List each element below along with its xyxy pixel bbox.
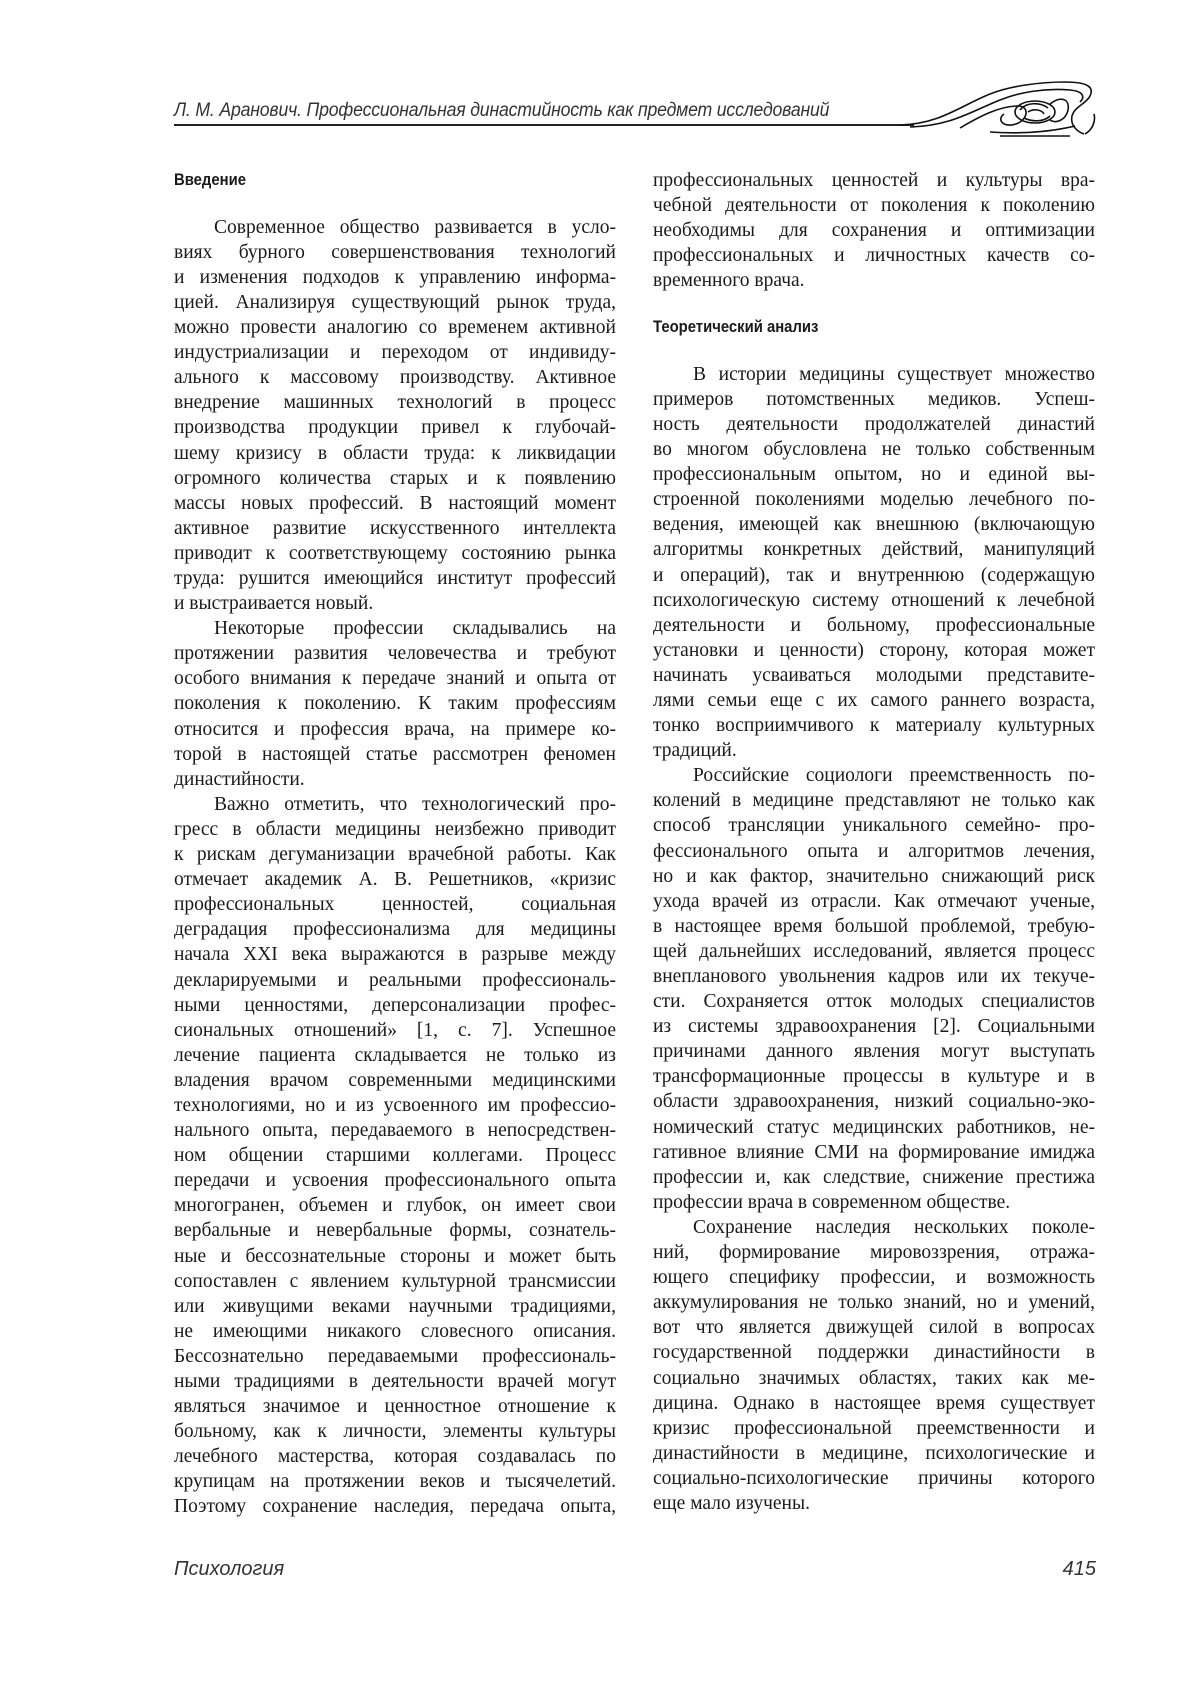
text-line: шему кризису в области труда: к ликвидации (174, 441, 616, 466)
text-line: чебной деятельности от поколения к поколению (653, 193, 1095, 218)
text-line: профессии врача в современном обществе. (653, 1190, 1095, 1215)
text-line: протяжении развития человечества и требуют (174, 641, 616, 666)
text-line: щей дальнейших исследований, является процесс (653, 939, 1095, 964)
text-line: гресс в области медицины неизбежно приводит (174, 817, 616, 842)
spacer (653, 293, 1095, 315)
text-line: причинами данного явления могут выступать (653, 1039, 1095, 1064)
text-line: ющего специфику профессии, и возможность (653, 1265, 1095, 1290)
text-line: династийности в медицине, психологические и (653, 1441, 1095, 1466)
text-line: ний, формирование мировоззрения, отража- (653, 1240, 1095, 1265)
page-number: 415 (1063, 1558, 1096, 1581)
text-line: тонко восприимчивого к материалу культурных (653, 713, 1095, 738)
text-line: аккумулирования не только знаний, но и умений, (653, 1290, 1095, 1315)
text-line: традиций. (653, 738, 1095, 763)
paragraph (174, 215, 616, 617)
header-rule (174, 124, 914, 126)
text-line: технологиями, но и из усвоенного им профессио- (174, 1093, 616, 1118)
text-line: виях бурного совершенствования технологий (174, 240, 616, 265)
text-line: начала XXI века выражаются в разрыве между (174, 942, 616, 967)
text-line: огромного количества старых и к появлению (174, 466, 616, 491)
text-line: вот что является движущей силой в вопросах (653, 1315, 1095, 1340)
text-line: индустриализации и переходом от индивиду- (174, 340, 616, 365)
text-line: лечение пациента складывается не только из (174, 1043, 616, 1068)
text-line: фессионального опыта и алгоритмов лечения, (653, 839, 1095, 864)
running-head: Л. М. Аранович. Профессиональная династийность как предмет исследований (174, 100, 829, 122)
text-line: приводит к соответствующему состоянию рынка (174, 541, 616, 566)
text-line: ными ценностями, деперсонализации профес- (174, 993, 616, 1018)
text-line: профессиональным опытом, но и единой вы- (653, 462, 1095, 487)
text-line: массы новых профессий. В настоящий момент (174, 491, 616, 516)
text-line: и операций), так и внутреннюю (содержащую (653, 563, 1095, 588)
paragraph (653, 362, 1095, 764)
left-column (174, 168, 616, 1520)
text-line: нального опыта, передаваемого в непосредствен- (174, 1118, 616, 1143)
text-line: психологическую систему отношений к лечебной (653, 588, 1095, 613)
text-line: лями семьи еще с их самого раннего возраста, (653, 688, 1095, 713)
paragraph (653, 763, 1095, 1215)
text-line: особого внимания к передаче знаний и опыта от (174, 666, 616, 691)
text-line: временного врача. (653, 268, 1095, 293)
text-line: и изменения подходов к управлению информа- (174, 265, 616, 290)
text-line: активное развитие искусственного интеллекта (174, 516, 616, 541)
text-line: Современное общество развивается в усло- (174, 215, 616, 240)
text-line: ность деятельности продолжателей династий (653, 412, 1095, 437)
text-line: торой в настоящей статье рассмотрен феномен (174, 742, 616, 767)
text-line: или живущими веками научными традициями, (174, 1294, 616, 1319)
text-line: сти. Сохраняется отток молодых специалистов (653, 989, 1095, 1014)
text-line: многогранен, объемен и глубок, он имеет свои (174, 1193, 616, 1218)
text-line: не имеющими никакого словесного описания. (174, 1319, 616, 1344)
text-line: в настоящее время большой проблемой, требую- (653, 914, 1095, 939)
text-line: и выстраивается новый. (174, 591, 616, 616)
text-line: номический статус медицинских работников, не- (653, 1115, 1095, 1140)
text-line: крупицам на протяжении веков и тысячелетий. (174, 1469, 616, 1494)
text-line: еще мало изучены. (653, 1491, 1095, 1516)
text-line: деградация профессионализма для медицины (174, 917, 616, 942)
text-line: профессии и, как следствие, снижение престижа (653, 1165, 1095, 1190)
text-line: поколения к поколению. К таким профессиям (174, 691, 616, 716)
text-line: кризис профессиональной преемственности и (653, 1416, 1095, 1441)
text-line: сопоставлен с явлением культурной трансмиссии (174, 1269, 616, 1294)
text-line: передачи и усвоения профессионального опыта (174, 1168, 616, 1193)
text-line: примеров потомственных медиков. Успеш- (653, 387, 1095, 412)
paragraph (174, 792, 616, 1520)
text-line: строенной поколениями моделью лечебного по- (653, 487, 1095, 512)
text-line: внепланового увольнения кадров или их текуче- (653, 964, 1095, 989)
text-line: цией. Анализируя существующий рынок труда, (174, 290, 616, 315)
text-line: владения врачом современными медицинскими (174, 1068, 616, 1093)
text-line: производства продукции привел к глубочай- (174, 415, 616, 440)
section-heading: Введение (174, 168, 572, 193)
text-line: к рискам дегуманизации врачебной работы. Как (174, 842, 616, 867)
text-line: профессиональных ценностей и культуры вра- (653, 168, 1095, 193)
art-nouveau-ornament-icon (900, 76, 1100, 142)
text-line: государственной поддержки династийности в (653, 1340, 1095, 1365)
paragraph (653, 1215, 1095, 1516)
text-line: гативное влияние СМИ на формирование имиджа (653, 1140, 1095, 1165)
text-line: ные и бессознательные стороны и может быть (174, 1244, 616, 1269)
text-line: Бессознательно передаваемыми профессиональ- (174, 1344, 616, 1369)
section-heading: Теоретический анализ (653, 315, 1051, 340)
text-line: профессиональных и личностных качеств со- (653, 243, 1095, 268)
text-line: во многом обусловлена не только собственным (653, 437, 1095, 462)
text-line: Поэтому сохранение наследия, передача опыта, (174, 1494, 616, 1519)
text-line: отмечает академик А. В. Решетников, «кризис (174, 867, 616, 892)
text-line: относится и профессия врача, на примере ко- (174, 717, 616, 742)
text-line: являться значимое и ценностное отношение к (174, 1394, 616, 1419)
text-line: алгоритмы конкретных действий, манипуляций (653, 537, 1095, 562)
text-line: профессиональных ценностей, социальная (174, 892, 616, 917)
text-line: можно провести аналогию со временем активной (174, 315, 616, 340)
paragraph (174, 616, 616, 792)
text-line: начинать усваиваться молодыми представите- (653, 663, 1095, 688)
text-line: ведения, имеющей как внешнюю (включающую (653, 512, 1095, 537)
text-line: из системы здравоохранения [2]. Социальными (653, 1014, 1095, 1039)
text-line: ными традициями в деятельности врачей могут (174, 1369, 616, 1394)
spacer (174, 193, 616, 215)
text-line: ном общении старшими коллегами. Процесс (174, 1143, 616, 1168)
spacer (653, 340, 1095, 362)
text-line: Сохранение наследия нескольких поколе- (653, 1215, 1095, 1240)
text-line: трансформационные процессы в культуре и в (653, 1064, 1095, 1089)
text-line: ухода врачей из отрасли. Как отмечают ученые, (653, 889, 1095, 914)
text-line: необходимы для сохранения и оптимизации (653, 218, 1095, 243)
text-line: способ трансляции уникального семейно- про- (653, 813, 1095, 838)
text-line: социально значимых областях, таких как ме- (653, 1366, 1095, 1391)
text-line: Российские социологи преемственность по- (653, 763, 1095, 788)
right-column (653, 168, 1095, 1516)
text-line: деятельности и больному, профессиональные (653, 613, 1095, 638)
text-line: лечебного мастерства, которая создавалась по (174, 1444, 616, 1469)
text-line: внедрение машинных технологий в процесс (174, 390, 616, 415)
text-line: области здравоохранения, низкий социально-эко- (653, 1089, 1095, 1114)
text-line: колений в медицине представляют не только как (653, 788, 1095, 813)
text-line: труда: рушится имеющийся институт профессий (174, 566, 616, 591)
text-line: дицина. Однако в настоящее время существует (653, 1391, 1095, 1416)
footer-section-title: Психология (174, 1558, 284, 1581)
text-line: ального к массовому производству. Активное (174, 365, 616, 390)
text-line: социально-психологические причины которого (653, 1466, 1095, 1491)
paragraph (653, 168, 1095, 293)
text-line: установки и ценности) сторону, которая может (653, 638, 1095, 663)
text-line: декларируемыми и реальными профессиональ- (174, 968, 616, 993)
text-line: больному, как к личности, элементы культуры (174, 1419, 616, 1444)
text-line: Важно отметить, что технологический про- (174, 792, 616, 817)
text-line: В истории медицины существует множество (653, 362, 1095, 387)
text-line: сиональных отношений» [1, с. 7]. Успешное (174, 1018, 616, 1043)
text-line: династийности. (174, 767, 616, 792)
text-line: вербальные и невербальные формы, сознатель- (174, 1218, 616, 1243)
text-line: но и как фактор, значительно снижающий риск (653, 864, 1095, 889)
text-line: Некоторые профессии складывались на (174, 616, 616, 641)
